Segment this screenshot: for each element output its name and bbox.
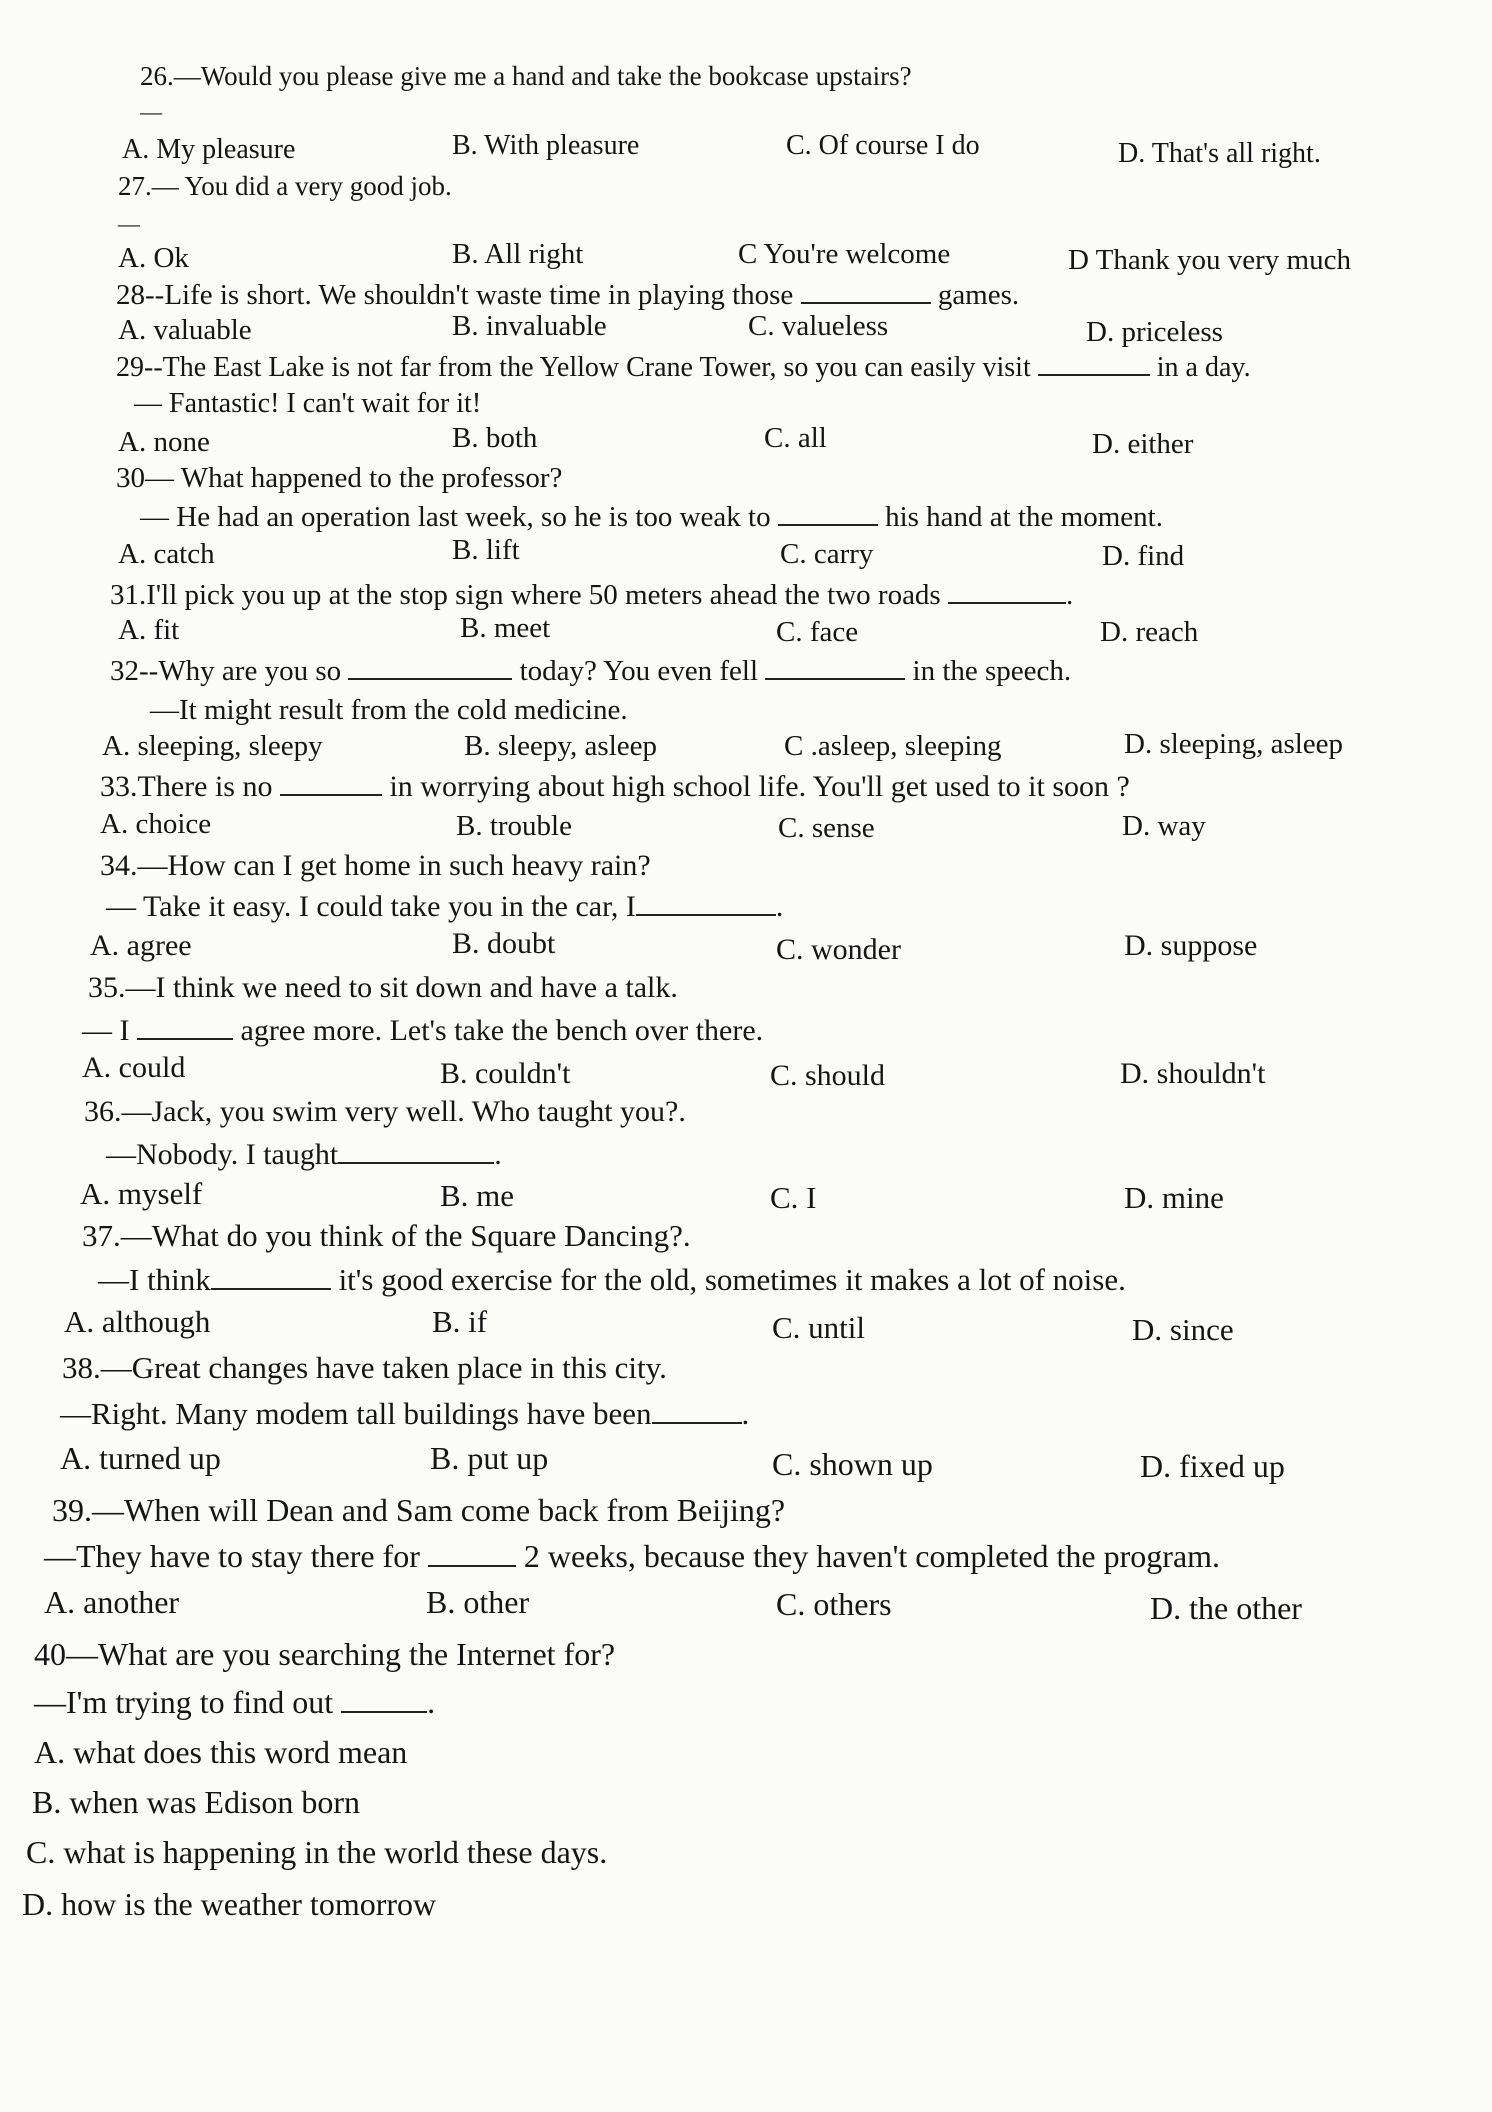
question-40-option-c: C. what is happening in the world these days. — [26, 1834, 608, 1870]
question-40-option-a: A. what does this word mean — [34, 1734, 408, 1770]
question-32-option-c: C .asleep, sleeping — [784, 730, 1002, 762]
question-40-option-b: B. when was Edison born — [32, 1784, 360, 1820]
question-35-option-b: B. couldn't — [440, 1057, 571, 1090]
answer-blank[interactable] — [801, 276, 931, 304]
question-27-option-b: B. All right — [452, 238, 584, 270]
answer-blank[interactable] — [636, 888, 776, 916]
question-27-option-a: A. Ok — [118, 242, 189, 274]
question-34-stem: 34.—How can I get home in such heavy rain? — [100, 849, 651, 882]
question-34-option-b: B. doubt — [452, 927, 556, 960]
question-27-option-d: D Thank you very much — [1068, 244, 1351, 276]
question-30-response: — He had an operation last week, so he is too weak to his hand at the moment. — [140, 498, 1163, 535]
question-38-response: —Right. Many modem tall buildings have been . — [60, 1396, 750, 1431]
question-38-stem: 38.—Great changes have taken place in this city. — [62, 1350, 667, 1385]
question-31-stem: 31.I'll pick you up at the stop sign where 50 meters ahead the two roads . — [110, 576, 1073, 613]
question-38-option-c: C. shown up — [772, 1446, 933, 1482]
question-29-response: — Fantastic! I can't wait for it! — [134, 388, 482, 419]
question-40-stem: 40—What are you searching the Internet for? — [34, 1636, 616, 1672]
question-37-response: —I think it's good exercise for the old, sometimes it makes a lot of noise. — [98, 1262, 1126, 1297]
question-37-option-c: C. until — [772, 1310, 866, 1345]
question-27-response: — — [118, 211, 140, 236]
question-33-option-a: A. choice — [100, 808, 212, 840]
question-26-stem: 26.—Would you please give me a hand and take the bookcase upstairs? — [140, 61, 912, 91]
answer-blank[interactable] — [778, 498, 878, 526]
answer-blank[interactable] — [341, 1685, 427, 1713]
question-29-option-c: C. all — [764, 422, 827, 454]
question-39-option-c: C. others — [776, 1586, 892, 1622]
question-33-option-c: C. sense — [778, 812, 875, 844]
question-30-stem: 30— What happened to the professor? — [116, 462, 563, 494]
question-33-stem: 33.There is no in worrying about high school life. You'll get used to it soon ? — [100, 770, 1130, 803]
question-26-option-d: D. That's all right. — [1118, 138, 1321, 169]
question-28-option-b: B. invaluable — [452, 310, 607, 342]
question-31-option-c: C. face — [776, 616, 859, 648]
question-40-option-d: D. how is the weather tomorrow — [22, 1886, 437, 1922]
question-31-option-b: B. meet — [460, 612, 551, 644]
question-35-option-d: D. shouldn't — [1120, 1057, 1266, 1090]
question-32-option-b: B. sleepy, asleep — [464, 730, 658, 762]
answer-blank[interactable] — [338, 1136, 494, 1164]
answer-blank[interactable] — [137, 1012, 233, 1040]
question-35-response: — I agree more. Let's take the bench over there. — [82, 1014, 764, 1047]
question-36-option-a: A. myself — [80, 1176, 203, 1211]
question-36-stem: 36.—Jack, you swim very well. Who taught you?. — [84, 1095, 686, 1128]
question-26-option-b: B. With pleasure — [452, 130, 640, 161]
question-28-option-d: D. priceless — [1086, 316, 1223, 348]
question-36-option-d: D. mine — [1124, 1180, 1224, 1215]
question-38-option-a: A. turned up — [60, 1440, 221, 1476]
question-32-response: —It might result from the cold medicine. — [150, 694, 628, 726]
question-32-option-d: D. sleeping, asleep — [1124, 728, 1344, 760]
question-31-option-d: D. reach — [1100, 616, 1199, 648]
question-35-option-a: A. could — [82, 1051, 186, 1084]
question-26-option-a: A. My pleasure — [122, 134, 296, 165]
question-28-option-a: A. valuable — [118, 314, 252, 346]
question-39-option-d: D. the other — [1150, 1590, 1302, 1626]
question-35-stem: 35.—I think we need to sit down and have a talk. — [88, 971, 678, 1004]
question-34-response: — Take it easy. I could take you in the car, I . — [106, 890, 784, 923]
question-27-stem: 27.— You did a very good job. — [118, 171, 452, 201]
question-40-response: —I'm trying to find out . — [34, 1684, 436, 1720]
question-29-option-b: B. both — [452, 422, 538, 454]
question-39-stem: 39.—When will Dean and Sam come back from Beijing? — [52, 1492, 786, 1528]
question-37-option-b: B. if — [432, 1304, 488, 1339]
question-36-response: —Nobody. I taught . — [106, 1138, 502, 1171]
question-27-option-c: C You're welcome — [738, 238, 951, 270]
answer-blank[interactable] — [348, 652, 512, 680]
question-30-option-d: D. find — [1102, 540, 1185, 572]
answer-blank[interactable] — [428, 1539, 516, 1567]
question-37-stem: 37.—What do you think of the Square Dancing?. — [82, 1218, 691, 1253]
question-32-option-a: A. sleeping, sleepy — [102, 730, 323, 762]
question-35-option-c: C. should — [770, 1059, 886, 1092]
question-33-option-d: D. way — [1122, 810, 1206, 842]
question-26-response: — — [140, 99, 162, 124]
question-39-option-a: A. another — [44, 1584, 180, 1620]
question-34-option-d: D. suppose — [1124, 929, 1258, 962]
question-34-option-a: A. agree — [90, 929, 192, 962]
question-38-option-d: D. fixed up — [1140, 1448, 1285, 1484]
answer-blank[interactable] — [948, 576, 1066, 604]
question-39-option-b: B. other — [426, 1584, 530, 1620]
question-28-stem: 28--Life is short. We shouldn't waste time in playing those games. — [116, 276, 1019, 313]
question-29-option-a: A. none — [118, 426, 210, 458]
question-39-response: —They have to stay there for 2 weeks, because they haven't completed the program. — [44, 1538, 1221, 1574]
question-30-option-c: C. carry — [780, 538, 874, 570]
answer-blank[interactable] — [652, 1396, 742, 1424]
answer-blank[interactable] — [280, 768, 382, 796]
question-26-option-c: C. Of course I do — [786, 130, 980, 161]
question-29-option-d: D. either — [1092, 428, 1194, 460]
question-33-option-b: B. trouble — [456, 810, 572, 842]
answer-blank[interactable] — [211, 1262, 331, 1290]
question-36-option-c: C. I — [770, 1180, 817, 1215]
question-34-option-c: C. wonder — [776, 933, 901, 966]
question-36-option-b: B. me — [440, 1178, 515, 1213]
answer-blank[interactable] — [1038, 348, 1150, 376]
answer-blank[interactable] — [765, 652, 905, 680]
question-31-option-a: A. fit — [118, 614, 180, 646]
question-32-stem: 32--Why are you so today? You even fell in the speech. — [110, 652, 1071, 689]
question-29-stem: 29--The East Lake is not far from the Yellow Crane Tower, so you can easily visit in a day. — [116, 348, 1251, 386]
question-28-option-c: C. valueless — [748, 310, 889, 342]
question-30-option-b: B. lift — [452, 534, 520, 566]
question-30-option-a: A. catch — [118, 538, 215, 570]
question-37-option-a: A. although — [64, 1304, 211, 1339]
question-37-option-d: D. since — [1132, 1312, 1234, 1347]
question-38-option-b: B. put up — [430, 1440, 549, 1476]
